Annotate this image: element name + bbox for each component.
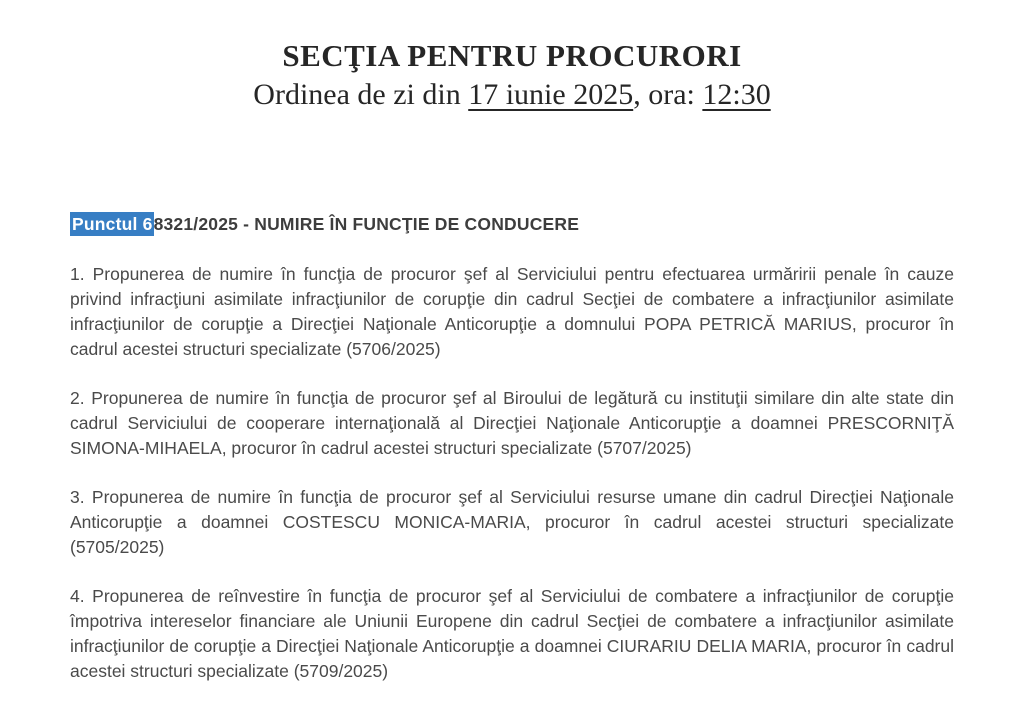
subtitle-prefix: Ordinea de zi din	[253, 78, 469, 111]
item-heading-text: 8321/2025 - NUMIRE ÎN FUNCŢIE DE CONDUCERE	[153, 214, 580, 234]
document-header	[0, 0, 1024, 114]
subtitle-separator: , ora:	[633, 78, 703, 111]
agenda-item-heading	[70, 212, 954, 236]
agenda-time: 12:30	[702, 78, 771, 111]
agenda-paragraph-1: 1. Propunerea de numire în funcţia de procuror şef al Serviciului pentru efectuarea urmăririi penale în cauze privind infracţiuni asimilate infracţiunilor de corupţie din cadrul Secţiei de combatere a infracţiunilor asimilate infracţiunilor de corupţie a Direcţiei Naţionale Anticorupţie a domnului POPA PETRICĂ MARIUS, procuror în cadrul acestei structuri specializate (5706/2025)	[70, 264, 954, 359]
agenda-date: 17 iunie 2025	[468, 78, 634, 111]
agenda-paragraph-2: 2. Propunerea de numire în funcţia de procuror şef al Biroului de legătură cu instituţii similare din alte state din cadrul Serviciului de cooperare internaţională al Direcţiei Naţionale Anticorupţie a doamnei PRESCORNIŢĂ SIMONA-MIHAELA, procuror în cadrul acestei structuri specializate (5707/2025)	[70, 388, 954, 458]
section-title: SECŢIA PENTRU PROCURORI	[282, 38, 742, 73]
agenda-paragraph-3: 3. Propunerea de numire în funcţia de procuror şef al Serviciului resurse umane din cadrul Direcţiei Naţionale Anticorupţie a doamnei COSTESCU MONICA-MARIA, procuror în cadrul acestei structuri specializate (5705/2025)	[70, 487, 954, 557]
agenda-subtitle	[0, 76, 1024, 114]
document-body	[0, 212, 1024, 684]
selected-text-punctul[interactable]: Punctul 6	[72, 214, 153, 234]
agenda-paragraph-4: 4. Propunerea de reînvestire în funcţia de procuror şef al Serviciului de combatere a infracţiunilor de corupţie împotriva intereselor financiare ale Uniunii Europene din cadrul Secţiei de combatere a infracţiunilor asimilate infracţiunilor de corupţie a Direcţiei Naţionale Anticorupţie a doamnei CIURARIU DELIA MARIA, procuror în cadrul acestei structuri specializate (5709/2025)	[70, 586, 954, 681]
